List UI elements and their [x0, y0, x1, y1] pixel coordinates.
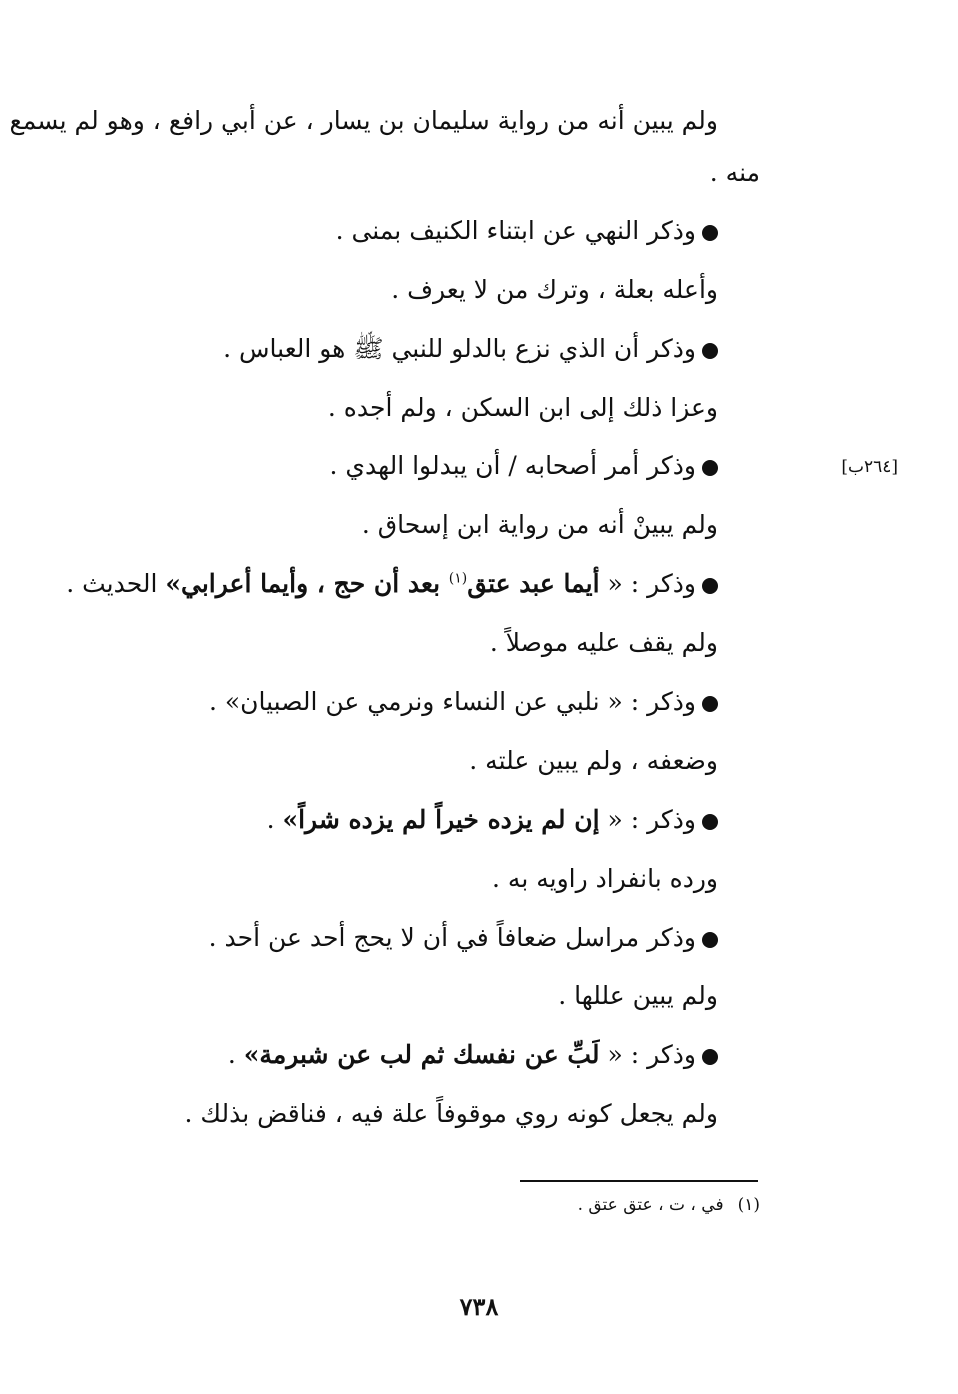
text-line-2 [710, 156, 760, 190]
line-text: وذكر أمر أصحابه / أن يبدلوا الهدي . [329, 451, 696, 480]
line-text: وذكر النهي عن ابتناء الكنيف بمنى . [335, 216, 696, 245]
line-text: ولم يبين عللها . [558, 981, 718, 1010]
bullet-icon [702, 460, 718, 476]
bullet-icon [702, 578, 718, 594]
hadith-quote: لَبِّ عن نفسك ثم لب عن شبرمة» [243, 1040, 600, 1069]
hadith-quote-continued: بعد أن حج ، وأيما أعرابي» [165, 569, 449, 598]
line-text: وضعفه ، ولم يبين علته . [469, 746, 718, 775]
line-text: وذكر مراسل ضعافاً في أن لا يحج أحد عن أحد . [208, 923, 696, 952]
line-suffix: . [227, 1040, 244, 1069]
line-text: وذكر أن الذي نزع بالدلو للنبي ﷺ هو العباس . [223, 334, 696, 363]
line-text: وذكر : « نلبي عن النساء ونرمي عن الصبيان» . [208, 687, 696, 716]
line-text: ولم يبين أنه من رواية سليمان بن يسار ، عن أبي رافع ، وهو لم يسمع [9, 106, 718, 135]
text-line-18 [185, 1097, 718, 1131]
bullet-icon [702, 814, 718, 830]
bullet-item-5 [209, 685, 718, 719]
line-text: وعزا ذلك إلى ابن السكن ، ولم أجده . [327, 393, 718, 422]
bullet-item-6 [267, 803, 718, 837]
line-suffix: الحديث . [66, 569, 166, 598]
bullet-icon [702, 1049, 718, 1065]
text-line-14 [492, 862, 718, 896]
bullet-item-3 [329, 449, 718, 483]
footnote-number: (١) [737, 1195, 760, 1215]
bullet-icon [702, 343, 718, 359]
line-text: ولم يقف عليه موصلاً . [489, 628, 718, 657]
bullet-icon [702, 225, 718, 241]
line-text: منه . [709, 158, 760, 187]
text-line-16 [558, 979, 718, 1013]
line-prefix: وذكر : « [599, 805, 696, 834]
footnote-marker: (١) [448, 570, 468, 587]
hadith-quote: أيما عبد عتق [467, 569, 600, 598]
line-prefix: وذكر : « [599, 1040, 696, 1069]
line-text: ولم يبينْ أنه من رواية ابن إسحاق . [361, 510, 718, 539]
line-text: ولم يجعل كونه روي موقوفاً علة فيه ، فناقض بذلك . [184, 1099, 718, 1128]
page-number: ٧٣٨ [459, 1292, 499, 1321]
line-suffix: . [266, 805, 283, 834]
bullet-icon [702, 932, 718, 948]
line-text: وأعله بعلة ، وترك من لا يعرف . [391, 275, 718, 304]
footnote-text: في ، ت ، عتق عتق . [577, 1195, 724, 1215]
text-line-1 [10, 104, 718, 138]
bullet-item-7 [209, 921, 718, 955]
text-line-6 [328, 391, 718, 425]
text-line-4 [391, 273, 718, 307]
footnote [578, 1193, 760, 1217]
text-line-12 [469, 744, 718, 778]
footnote-separator [520, 1180, 758, 1182]
hadith-quote: إن لم يزده خيراً لم يزده شراً» [282, 805, 600, 834]
bullet-item-4 [66, 567, 718, 601]
text-line-8 [362, 508, 718, 542]
text-line-10 [490, 626, 718, 660]
bullet-item-1 [336, 214, 718, 248]
line-text: ورده بانفراد راويه به . [492, 864, 718, 893]
bullet-item-2 [223, 332, 718, 366]
line-prefix: وذكر : « [599, 569, 696, 598]
bullet-icon [702, 696, 718, 712]
margin-folio-note: [٢٦٤ب] [841, 457, 898, 477]
bullet-item-8 [228, 1038, 718, 1072]
